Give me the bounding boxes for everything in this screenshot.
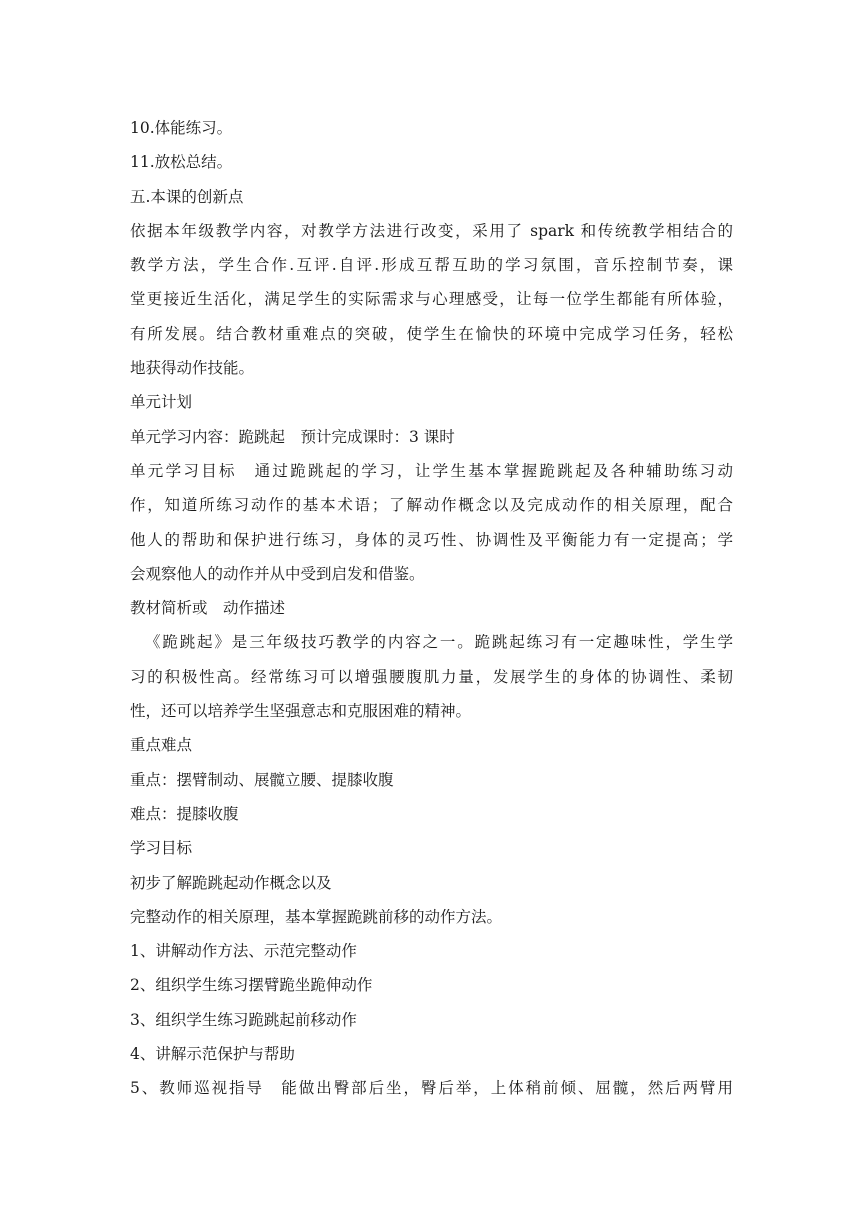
list-item: 5、教师巡视指导 能做出臀部后坐，臀后举，上体稍前倾、屈髋，然后两臂用 <box>130 1079 733 1098</box>
text-line: 习的积极性高。经常练习可以增强腰腹肌力量，发展学生的身体的协调性、柔韧 <box>130 667 733 686</box>
text-line: 依据本年级教学内容，对教学方法进行改变，采用了 spark 和传统教学相结合的 <box>130 221 733 240</box>
text-line: 初步了解跪跳起动作概念以及 <box>130 873 332 892</box>
text-line: 教学方法，学生合作.互评.自评.形成互帮互助的学习氛围，音乐控制节奏，课 <box>130 256 733 275</box>
document-body <box>130 111 733 1106</box>
text-line: 有所发展。结合教材重难点的突破，使学生在愉快的环境中完成学习任务，轻松 <box>130 324 733 343</box>
list-item: 4、讲解示范保护与帮助 <box>130 1045 295 1064</box>
text-line: 11.放松总结。 <box>130 153 233 172</box>
text-line: 《跪跳起》是三年级技巧教学的内容之一。跪跳起练习有一定趣味性，学生学 <box>145 633 733 652</box>
section-heading: 五.本课的创新点 <box>130 187 244 206</box>
text-line: 单元学习内容：跪跳起 预计完成课时：3 课时 <box>130 427 455 446</box>
text-line: 单元学习目标 通过跪跳起的学习，让学生基本掌握跪跳起及各种辅助练习动 <box>130 461 733 480</box>
text-line: 重点：摆臂制动、展髋立腰、提膝收腹 <box>130 770 394 789</box>
section-heading: 单元计划 <box>130 393 193 412</box>
text-line: 会观察他人的动作并从中受到启发和借鉴。 <box>130 564 425 583</box>
text-line: 10.体能练习。 <box>130 119 233 137</box>
list-item: 2、组织学生练习摆臂跪坐跪伸动作 <box>130 976 373 995</box>
section-heading: 重点难点 <box>130 736 193 755</box>
text-line: 他人的帮助和保护进行练习，身体的灵巧性、协调性及平衡能力有一定提高；学 <box>130 530 733 549</box>
text-line: 作，知道所练习动作的基本术语；了解动作概念以及完成动作的相关原理，配合 <box>130 496 733 515</box>
list-item: 3、组织学生练习跪跳起前移动作 <box>130 1010 357 1029</box>
text-line: 完整动作的相关原理，基本掌握跪跳前移的动作方法。 <box>130 907 503 926</box>
section-heading: 教材简析或 动作描述 <box>130 599 286 618</box>
list-item: 1、讲解动作方法、示范完整动作 <box>130 942 357 961</box>
text-line: 难点：提膝收腹 <box>130 804 239 823</box>
text-line: 堂更接近生活化，满足学生的实际需求与心理感受，让每一位学生都能有所体验， <box>130 290 733 309</box>
text-line: 地获得动作技能。 <box>130 359 255 378</box>
section-heading: 学习目标 <box>130 839 193 858</box>
text-line: 性，还可以培养学生坚强意志和克服困难的精神。 <box>130 702 472 721</box>
